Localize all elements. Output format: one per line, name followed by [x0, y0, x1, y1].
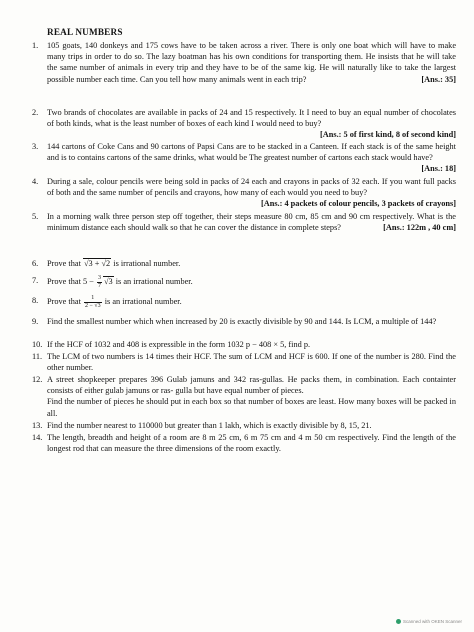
question-number: 4. [32, 177, 39, 186]
fraction [97, 275, 102, 289]
question-text: Prove that 5 − [47, 276, 96, 286]
question-6 [32, 258, 456, 269]
question-text: The length, breadth and height of a room are 8 m 25 cm, 6 m 75 cm and 4 m 50 cm respectively. Find the length of the longest rod that can measure the three dimensions of the room exactly. [47, 433, 456, 454]
question-10 [32, 339, 456, 350]
question-text: 144 cartons of Coke Cans and 90 cartons of Papsi Cans are to be stacked in a Canteen. If each stack is of the same height and is to contains cartons of the same drinks, what would be The greatest number of cartons each stack would have? [47, 142, 456, 163]
question-number: 10. [32, 340, 43, 349]
question-text: 105 goats, 140 donkeys and 175 cows have to be taken across a river. There is only one boat which will have to make many trips in order to do so. The lazy boatman has his own conditions for transporting them. He insists that he will take the same number of animals in every trip and they have to be of the same kig. He will naturally like to take the largest possible number each time. Can you tell how many animals went in each trip? [47, 41, 456, 84]
question-number: 6. [32, 259, 39, 268]
page-title: REAL NUMBERS [47, 27, 123, 37]
question-text: Prove that [47, 259, 83, 268]
question-9 [32, 316, 456, 327]
question-1 [32, 40, 456, 85]
answer: [Ans.: 18] [421, 164, 456, 174]
fraction-denominator: 2 − √3 [84, 302, 101, 309]
question-7 [32, 275, 456, 289]
question-3 [32, 141, 456, 175]
question-number: 5. [32, 212, 39, 221]
question-number: 8. [32, 296, 39, 305]
question-number: 13. [32, 421, 43, 430]
scanner-logo-icon [396, 619, 401, 624]
fraction-numerator: 3 [97, 275, 101, 281]
question-text: Find the smallest number which when increased by 20 is exactly divisible by 90 and 144. Is LCM, a multiple of 144? [47, 317, 437, 326]
question-number: 1. [32, 41, 39, 50]
answer: [Ans.: 4 packets of colour pencils, 3 packets of crayons] [260, 199, 456, 209]
question-text: In a morning walk three person step off together, their steps measure 80 cm, 85 cm and 90 cm respectively. What is the minimum distance each should walk so that he can cover the distance in complete steps? [47, 212, 456, 233]
math-expression: √3 [103, 276, 113, 286]
question-number: 7. [32, 276, 39, 285]
scanner-watermark [396, 619, 462, 624]
question-text: Prove that [47, 296, 83, 306]
question-8 [32, 295, 456, 309]
question-11 [32, 351, 456, 373]
question-number: 3. [32, 142, 39, 151]
question-text: If the HCF of 1032 and 408 is expressible in the form 1032 p − 408 × 5, find p. [47, 340, 311, 349]
question-text-tail: is an irrational number. [113, 276, 193, 286]
question-number: 2. [32, 108, 39, 117]
fraction-numerator: 1 [84, 295, 102, 303]
fraction [84, 295, 102, 309]
question-number: 11. [32, 352, 43, 361]
question-text-tail: is an irrational number. [102, 296, 182, 306]
watermark-text: Scanned with OKEN Scanner [402, 619, 462, 624]
question-12 [32, 374, 456, 419]
answer: [Ans.: 122m , 40 cm] [383, 223, 456, 233]
question-2 [32, 107, 456, 141]
question-text-continued: Find the number of pieces he should put in each box so that number of boxes are least. How many boxes will be packed in all. [47, 397, 456, 418]
question-number: 9. [32, 317, 39, 326]
answer: [Ans.: 35] [421, 74, 456, 84]
question-number: 14. [32, 433, 43, 442]
question-13 [32, 420, 456, 431]
question-text-tail: is irrational number. [111, 259, 181, 268]
math-expression: √3 + √2 [83, 259, 111, 268]
question-text: A street shopkeeper prepares 396 Gulab jamuns and 342 ras-gullas. He packs them, in combination. Each containter consists of either gulab jamuns or ras- gulla but have equal number of pieces. [47, 375, 456, 396]
question-text: Find the number nearest to 110000 but greater than 1 lakh, which is exactly divisible by 8, 15, 21. [47, 421, 372, 430]
question-5 [32, 211, 456, 233]
question-text: During a sale, colour pencils were being sold in packs of 24 each and crayons in packs of 32 each. If you want full packs of both and the same number of pencils and crayons, how many of each would you need to buy? [47, 177, 456, 198]
fraction-denominator: 7 [97, 282, 101, 289]
question-14 [32, 432, 456, 454]
question-text: The LCM of two numbers is 14 times their HCF. The sum of LCM and HCF is 600. If one of the number is 280. Find the other number. [47, 352, 456, 373]
question-4 [32, 176, 456, 210]
question-number: 12. [32, 375, 43, 384]
answer: [Ans.: 5 of first kind, 8 of second kind] [320, 130, 456, 140]
question-text: Two brands of chocolates are available in packs of 24 and 15 respectively. It I need to buy an equal number of chocolates of both kinds, what is the least number of boxes of each kind I would need to buy? [47, 108, 456, 129]
